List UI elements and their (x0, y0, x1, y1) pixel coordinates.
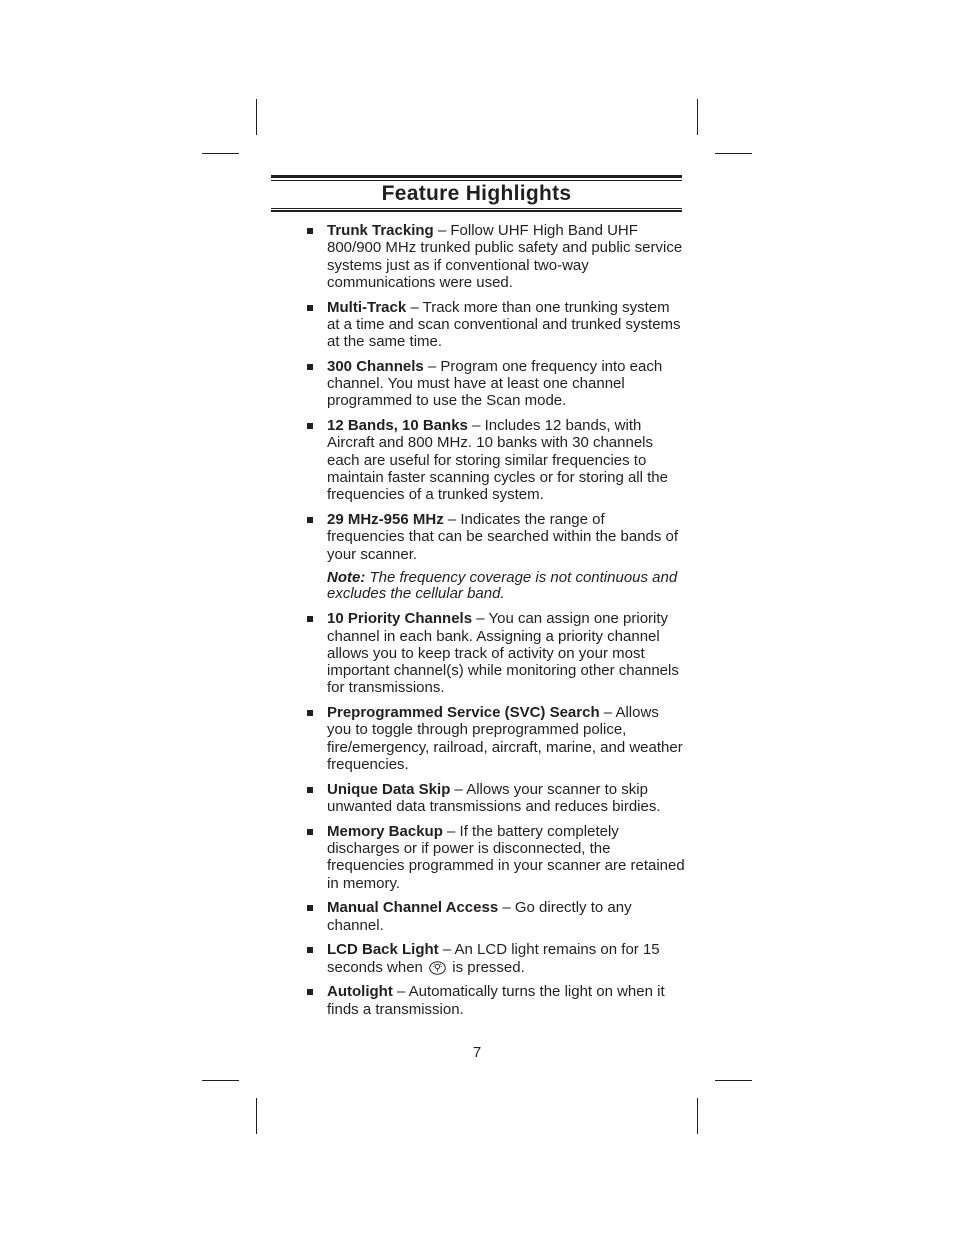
list-item (305, 781, 685, 816)
feature-term: Preprogrammed Service (SVC) Search (327, 704, 600, 722)
feature-term: Multi-Track (327, 298, 407, 316)
feature-term: 12 Bands, 10 Banks (327, 417, 468, 435)
feature-term: 10 Priority Channels (327, 610, 473, 628)
feature-description: – Automatically turns the light on when it finds a transmission. (327, 983, 665, 1018)
feature-list (305, 222, 685, 1025)
bullet-icon (307, 228, 313, 234)
feature-description: – Allows your scanner to skip unwanted data transmissions and reduces birdies. (327, 780, 661, 816)
light-key-icon (429, 961, 446, 975)
bullet-icon (307, 787, 313, 793)
feature-description: – Includes 12 bands, with Aircraft and 800 MHz. 10 banks with 30 channels each are useful for storing similar frequencies to maintain faster scanning cycles or for storing all the frequencies of a trunked system. (327, 417, 668, 504)
feature-term: Unique Data Skip (327, 780, 451, 798)
bullet-icon (307, 989, 313, 995)
crop-mark (202, 1080, 239, 1081)
list-item (305, 704, 685, 773)
note-label: Note: (327, 569, 366, 587)
crop-mark (715, 153, 752, 154)
list-item (305, 899, 685, 934)
feature-description: – An LCD light remains on for 15 seconds when (327, 941, 660, 976)
page-number: 7 (472, 1044, 482, 1061)
feature-description: – Allows you to toggle through preprogrammed police, fire/emergency, railroad, aircraft, marine, and weather frequencies. (327, 704, 683, 774)
page-title: Feature Highlights (381, 182, 572, 205)
feature-term: Memory Backup (327, 822, 443, 840)
list-item (305, 358, 685, 410)
crop-mark (715, 1080, 752, 1081)
feature-description: – Go directly to any channel. (327, 899, 632, 934)
feature-description: – Track more than one trunking system at a time and scan conventional and trunked systems at the same time. (327, 298, 681, 351)
bullet-icon (307, 305, 313, 311)
list-item (305, 222, 685, 291)
divider (271, 180, 682, 181)
feature-description: – Program one frequency into each channel. You must have at least one channel programmed to use the Scan mode. (327, 357, 663, 410)
list-item (305, 511, 685, 563)
note-text: The frequency coverage is not continuous and excludes the cellular band. (327, 569, 678, 603)
feature-term: Manual Channel Access (327, 899, 499, 917)
list-item (305, 823, 685, 892)
divider (271, 175, 682, 178)
feature-description: – You can assign one priority channel in each bank. Assigning a priority channel allows you to keep track of activity on your most important channel(s) while monitoring other channels for transmissions. (327, 610, 679, 697)
feature-term: 300 Channels (327, 357, 424, 375)
feature-description: – Indicates the range of frequencies that can be searched within the bands of your scanner. (327, 511, 679, 563)
divider (271, 208, 682, 209)
bullet-icon (307, 947, 313, 953)
list-item (305, 941, 685, 976)
feature-term: LCD Back Light (327, 941, 439, 959)
divider (271, 210, 682, 212)
crop-mark (697, 99, 698, 135)
bullet-icon (307, 905, 313, 911)
feature-description: is pressed. (448, 958, 525, 976)
list-item (305, 299, 685, 351)
bullet-icon (307, 364, 313, 370)
note (305, 570, 685, 602)
crop-mark (256, 1098, 257, 1134)
feature-term: Trunk Tracking (327, 222, 434, 239)
list-item (305, 610, 685, 696)
feature-description: – If the battery completely discharges or if power is disconnected, the frequencies programmed in your scanner are retained in memory. (327, 822, 685, 892)
bullet-icon (307, 517, 313, 523)
crop-mark (202, 153, 239, 154)
bullet-icon (307, 829, 313, 835)
feature-description: – Follow UHF High Band UHF 800/900 MHz trunked public safety and public service systems just as if conventional two-way communications were used. (327, 222, 683, 291)
feature-term: 29 MHz-956 MHz (327, 511, 444, 529)
crop-mark (697, 1098, 698, 1134)
section-header (271, 175, 682, 212)
list-item (305, 417, 685, 503)
bullet-icon (307, 710, 313, 716)
bullet-icon (307, 616, 313, 622)
feature-term: Autolight (327, 983, 393, 1001)
crop-mark (256, 99, 257, 135)
bullet-icon (307, 423, 313, 429)
list-item (305, 983, 685, 1018)
